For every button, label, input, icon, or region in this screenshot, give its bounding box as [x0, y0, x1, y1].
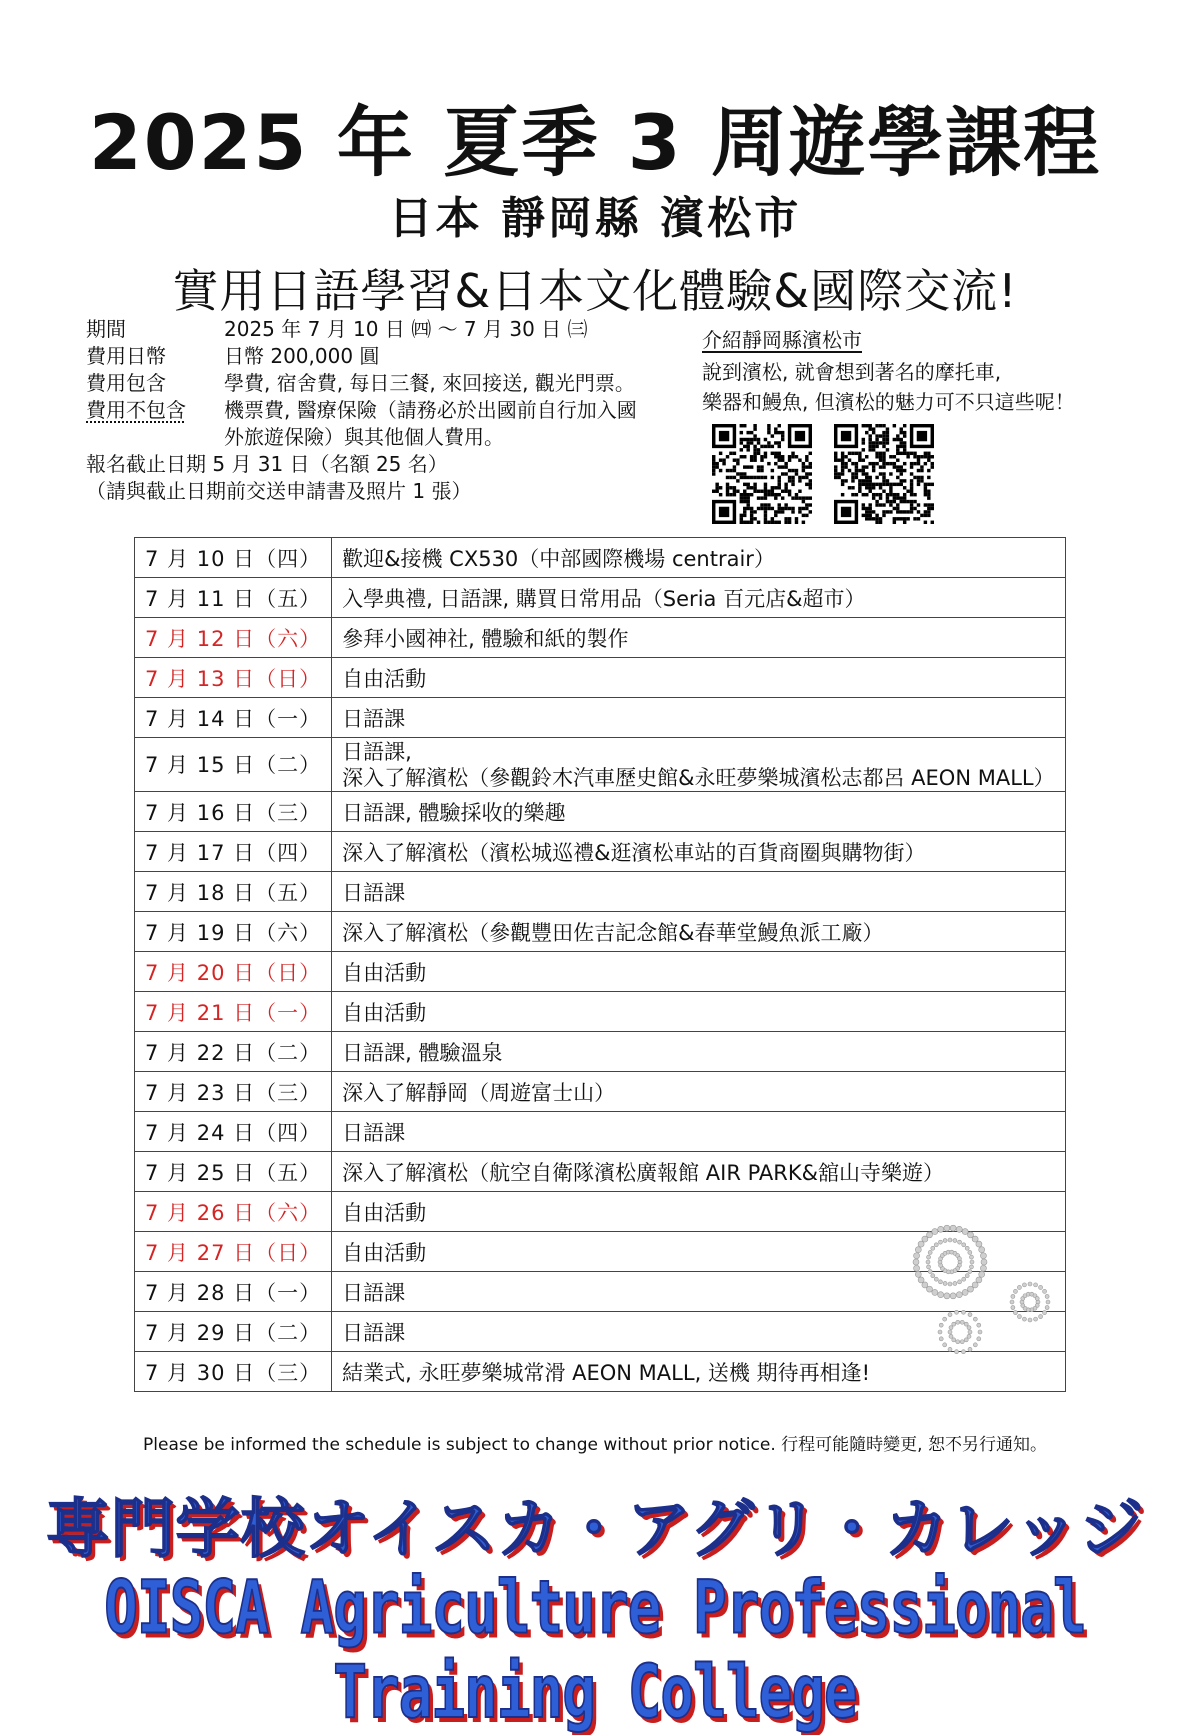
- excludes-value-2: 外旅遊保險）與其他個人費用。: [224, 425, 504, 449]
- activity-line: 入學典禮, 日語課, 購買日常用品（Seria 百元店&超市）: [342, 586, 866, 611]
- schedule-row: [135, 578, 1066, 618]
- schedule-row: [135, 832, 1066, 872]
- activity-line: 日語課: [342, 880, 406, 905]
- schedule-activity: [332, 952, 1065, 992]
- schedule-activity: [332, 698, 1065, 738]
- qr-code-icon[interactable]: [712, 424, 812, 524]
- schedule-row: [135, 792, 1066, 832]
- info-period: [86, 316, 588, 342]
- schedule-activity: [332, 538, 1065, 578]
- activity-line: 深入了解濱松（參觀豐田佐吉記念館&春華堂鰻魚派工廠）: [342, 920, 884, 945]
- tagline: 實用日語學習&日本文化體驗&國際交流!: [172, 264, 1018, 318]
- schedule-row: [135, 952, 1066, 992]
- schedule-row: [135, 658, 1066, 698]
- schedule-date: 7 月 11 日（五）: [135, 578, 332, 618]
- activity-line: 日語課, 體驗溫泉: [342, 1040, 503, 1065]
- schedule-date: 7 月 23 日（三）: [135, 1072, 332, 1112]
- schedule-row: [135, 1032, 1066, 1072]
- schedule-date: 7 月 13 日（日）: [135, 658, 332, 698]
- schedule-date: 7 月 22 日（二）: [135, 1032, 332, 1072]
- activity-line: 深入了解濱松（航空自衛隊濱松廣報館 AIR PARK&舘山寺樂遊）: [342, 1160, 945, 1185]
- intro-line-1: 說到濱松, 就會想到著名的摩托車,: [702, 360, 1002, 384]
- schedule-activity: [332, 618, 1065, 658]
- schedule-activity: [332, 738, 1065, 792]
- schedule-activity: [332, 1112, 1065, 1152]
- intro-line-2: 樂器和鰻魚, 但濱松的魅力可不只這些呢！: [702, 390, 1075, 414]
- schedule-date: 7 月 10 日（四）: [135, 538, 332, 578]
- schedule-row: [135, 992, 1066, 1032]
- activity-line: 日語課: [342, 1320, 406, 1345]
- schedule-notice: Please be informed the schedule is subject to change without prior notice. 行程可能隨時變更, 恕不另行通知。: [143, 1435, 1047, 1455]
- schedule-date: 7 月 18 日（五）: [135, 872, 332, 912]
- includes-label: 費用包含: [86, 371, 166, 395]
- activity-line: 自由活動: [342, 666, 427, 691]
- period-label: 期間: [86, 317, 126, 341]
- schedule-row: [135, 698, 1066, 738]
- excludes-label: 費用不包含: [86, 398, 186, 422]
- schedule-date: 7 月 19 日（六）: [135, 912, 332, 952]
- schedule-activity: [332, 832, 1065, 872]
- schedule-row: [135, 872, 1066, 912]
- schedule-row: [135, 618, 1066, 658]
- schedule-date: 7 月 30 日（三）: [135, 1352, 332, 1392]
- activity-line: 深入了解靜岡（周遊富士山）: [342, 1080, 616, 1105]
- activity-line: 自由活動: [342, 1240, 427, 1265]
- schedule-row: [135, 738, 1066, 792]
- activity-line: 日語課: [342, 1120, 406, 1145]
- schedule-row: [135, 1112, 1066, 1152]
- activity-line: 深入了解濱松（參觀鈴木汽車歷史館&永旺夢樂城濱松志都呂 AEON MALL）: [342, 766, 1055, 790]
- deadline-value: 5 月 31 日（名額 25 名）: [212, 452, 448, 476]
- schedule-date: 7 月 24 日（四）: [135, 1112, 332, 1152]
- activity-line: 自由活動: [342, 1200, 427, 1225]
- schedule-activity: [332, 792, 1065, 832]
- schedule-activity: [332, 992, 1065, 1032]
- schedule-date: 7 月 28 日（一）: [135, 1272, 332, 1312]
- activity-line: 自由活動: [342, 1000, 427, 1025]
- intro-title: 介紹靜岡縣濱松市: [702, 328, 862, 352]
- schedule-date: 7 月 16 日（三）: [135, 792, 332, 832]
- school-name-english: OISCA Agriculture Professional Training College: [104, 1566, 1086, 1735]
- schedule-date: 7 月 25 日（五）: [135, 1152, 332, 1192]
- schedule-date: 7 月 27 日（日）: [135, 1232, 332, 1272]
- activity-line: 日語課, 體驗採收的樂趣: [342, 800, 566, 825]
- schedule-activity: [332, 578, 1065, 618]
- schedule-activity: [332, 1032, 1065, 1072]
- activity-line: 自由活動: [342, 960, 427, 985]
- schedule-activity: [332, 912, 1065, 952]
- floral-ornament-icon: [880, 1212, 1060, 1362]
- schedule-date: 7 月 15 日（二）: [135, 738, 332, 792]
- info-excludes: [86, 397, 637, 423]
- schedule-date: 7 月 17 日（四）: [135, 832, 332, 872]
- page-title: 2025 年 夏季 3 周遊學課程: [88, 98, 1102, 187]
- location-subtitle: 日本 靜岡縣 濱松市: [388, 193, 802, 244]
- schedule-date: 7 月 12 日（六）: [135, 618, 332, 658]
- schedule-activity: [332, 1072, 1065, 1112]
- schedule-row: [135, 538, 1066, 578]
- activity-line: 歡迎&接機 CX530（中部國際機場 centrair）: [342, 546, 775, 571]
- info-fee: [86, 343, 379, 369]
- activity-line: 日語課,: [342, 740, 412, 764]
- activity-line: 結業式, 永旺夢樂城常滑 AEON MALL, 送機 期待再相逢!: [342, 1360, 871, 1385]
- info-includes: [86, 370, 635, 396]
- schedule-row: [135, 912, 1066, 952]
- fee-value: 日幣 200,000 圓: [224, 344, 380, 368]
- fee-label: 費用日幣: [86, 344, 166, 368]
- activity-line: 深入了解濱松（濱松城巡禮&逛濱松車站的百貨商圈與購物街）: [342, 840, 926, 865]
- schedule-date: 7 月 26 日（六）: [135, 1192, 332, 1232]
- schedule-activity: [332, 658, 1065, 698]
- qr-code-icon[interactable]: [834, 424, 934, 524]
- activity-line: 日語課: [342, 1280, 406, 1305]
- schedule-activity: [332, 1152, 1065, 1192]
- activity-line: 參拜小國神社, 體驗和紙的製作: [342, 626, 629, 651]
- activity-line: 日語課: [342, 706, 406, 731]
- deadline-label: 報名截止日期: [86, 452, 206, 476]
- school-name-japanese: 専門学校オイスカ・アグリ・カレッジ: [45, 1493, 1145, 1567]
- schedule-row: [135, 1072, 1066, 1112]
- schedule-date: 7 月 29 日（二）: [135, 1312, 332, 1352]
- includes-value: 學費, 宿舍費, 每日三餐, 來回接送, 觀光門票。: [224, 371, 635, 395]
- excludes-value-1: 機票費, 醫療保險（請務必於出國前自行加入國: [224, 398, 637, 422]
- info-deadline: [86, 451, 448, 477]
- schedule-date: 7 月 20 日（日）: [135, 952, 332, 992]
- schedule-date: 7 月 14 日（一）: [135, 698, 332, 738]
- schedule-date: 7 月 21 日（一）: [135, 992, 332, 1032]
- schedule-activity: [332, 872, 1065, 912]
- period-value: 2025 年 7 月 10 日 ㈣ ～ 7 月 30 日 ㈢: [224, 317, 588, 341]
- deadline-note: （請與截止日期前交送申請書及照片 1 張）: [86, 479, 472, 503]
- schedule-row: [135, 1152, 1066, 1192]
